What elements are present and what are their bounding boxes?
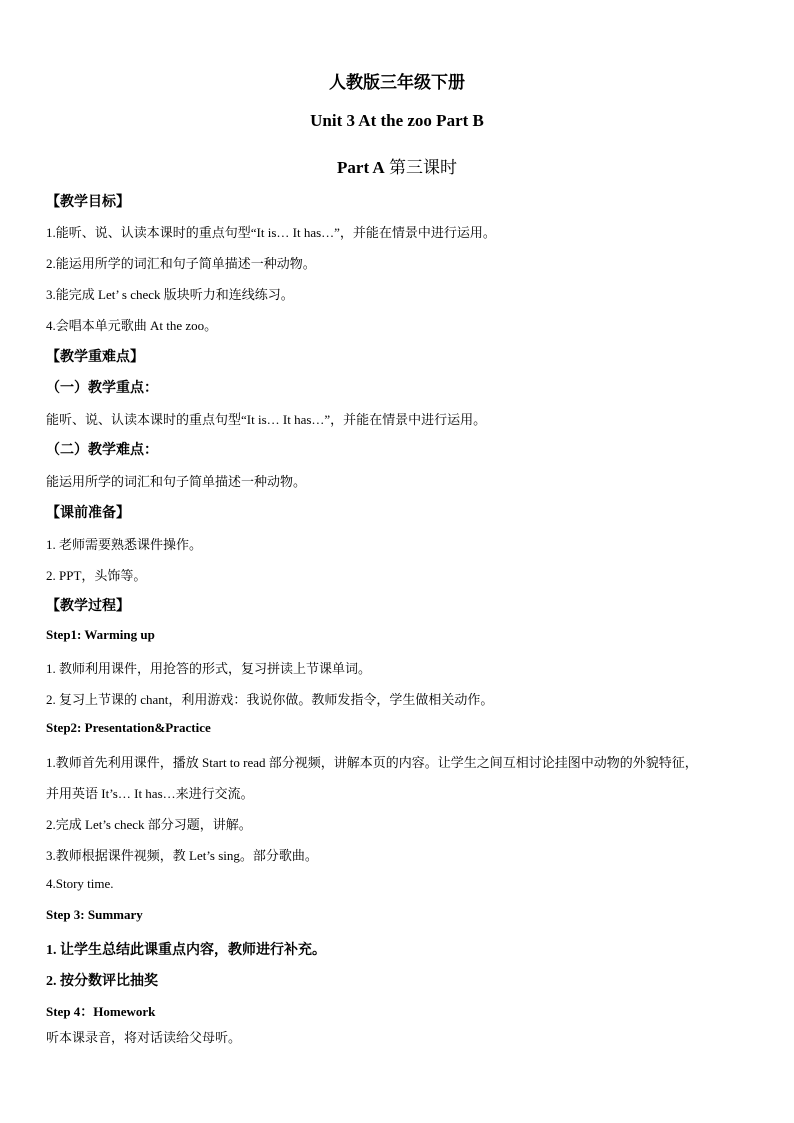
step4-title: Step 4：Homework [46, 1004, 156, 1019]
objective-item: 3.能完成 Let’ s check 版块听力和连线练习。 [46, 287, 294, 302]
objective-item: 1.能听、说、认读本课时的重点句型“It is… It has…”，并能在情景中进行运用。 [46, 225, 496, 240]
preparation-item: 1. 老师需要熟悉课件操作。 [46, 537, 203, 552]
document-title: 人教版三年级下册 [329, 73, 465, 92]
step3-title: Step 3: Summary [46, 907, 143, 922]
step3-item: 2. 按分数评比抽奖 [46, 974, 158, 989]
focus-text: 能听、说、认读本课时的重点句型“It is… It has…”，并能在情景中进行运用。 [46, 412, 487, 427]
step3-item: 1. 让学生总结此课重点内容，教师进行补充。 [46, 943, 326, 958]
step2-item: 4.Story time. [46, 876, 114, 891]
step2-item: 1.教师首先利用课件，播放 Start to read 部分视频，讲解本页的内容。让学生之间互相讨论挂图中动物的外貌特征， [46, 755, 698, 770]
difficulty-heading: （二）教学难点： [46, 443, 158, 458]
unit-title: Unit 3 At the zoo Part B [310, 111, 484, 130]
preparation-heading: 【课前准备】 [46, 506, 130, 521]
objective-item: 2.能运用所学的词汇和句子简单描述一种动物。 [46, 256, 316, 271]
key-points-heading: 【教学重难点】 [46, 350, 144, 365]
objectives-heading: 【教学目标】 [46, 195, 130, 210]
part-title-lesson: 第三课时 [384, 158, 457, 177]
step1-item: 2. 复习上节课的 chant，利用游戏：我说你做。教师发指令，学生做相关动作。 [46, 692, 494, 707]
step2-title: Step2: Presentation&Practice [46, 720, 211, 735]
focus-heading: （一）教学重点： [46, 381, 158, 396]
step1-item: 1. 教师利用课件，用抢答的形式，复习拼读上节课单词。 [46, 661, 372, 676]
step4-text: 听本课录音，将对话读给父母听。 [46, 1030, 242, 1045]
difficulty-text: 能运用所学的词汇和句子简单描述一种动物。 [46, 474, 307, 489]
step2-item: 并用英语 It’s… It has…来进行交流。 [46, 786, 254, 801]
process-heading: 【教学过程】 [46, 599, 130, 614]
objective-item: 4.会唱本单元歌曲 At the zoo。 [46, 318, 218, 333]
preparation-item: 2. PPT，头饰等。 [46, 568, 147, 583]
step2-item: 2.完成 Let’s check 部分习题，讲解。 [46, 817, 252, 832]
part-title [0, 153, 794, 178]
step2-item: 3.教师根据课件视频，教 Let’s sing。部分歌曲。 [46, 848, 318, 863]
part-title-bold: Part A [337, 158, 385, 177]
step1-title: Step1: Warming up [46, 627, 155, 642]
